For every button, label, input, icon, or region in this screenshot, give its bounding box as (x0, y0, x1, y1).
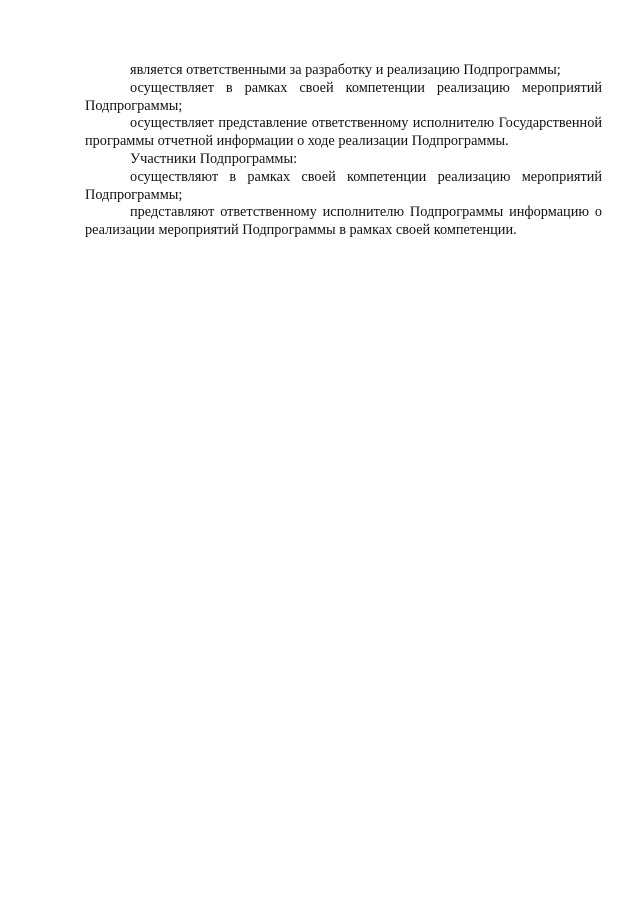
paragraph-responsibility: является ответственными за разработку и реализацию Подпрограммы; (130, 62, 561, 78)
paragraph-implementation: осуществляет в рамках своей компетенции реализацию мероприятий Подпрограммы; (85, 79, 602, 114)
paragraph-reporting: осуществляет представление ответственному исполнителю Государственной программы отчетной информации о ходе реализации Подпрограммы. (85, 115, 602, 150)
paragraph-participants-heading: Участники Подпрограммы: (130, 150, 298, 167)
paragraph-participants-implementation: осуществляют в рамках своей компетенции реализацию мероприятий Подпрограммы; (85, 168, 602, 203)
document-body (85, 62, 602, 240)
paragraph-participants-reporting: представляют ответственному исполнителю Подпрограммы информацию о реализации мероприятий Подпрограммы в рамках своей компетенции. (85, 204, 602, 239)
